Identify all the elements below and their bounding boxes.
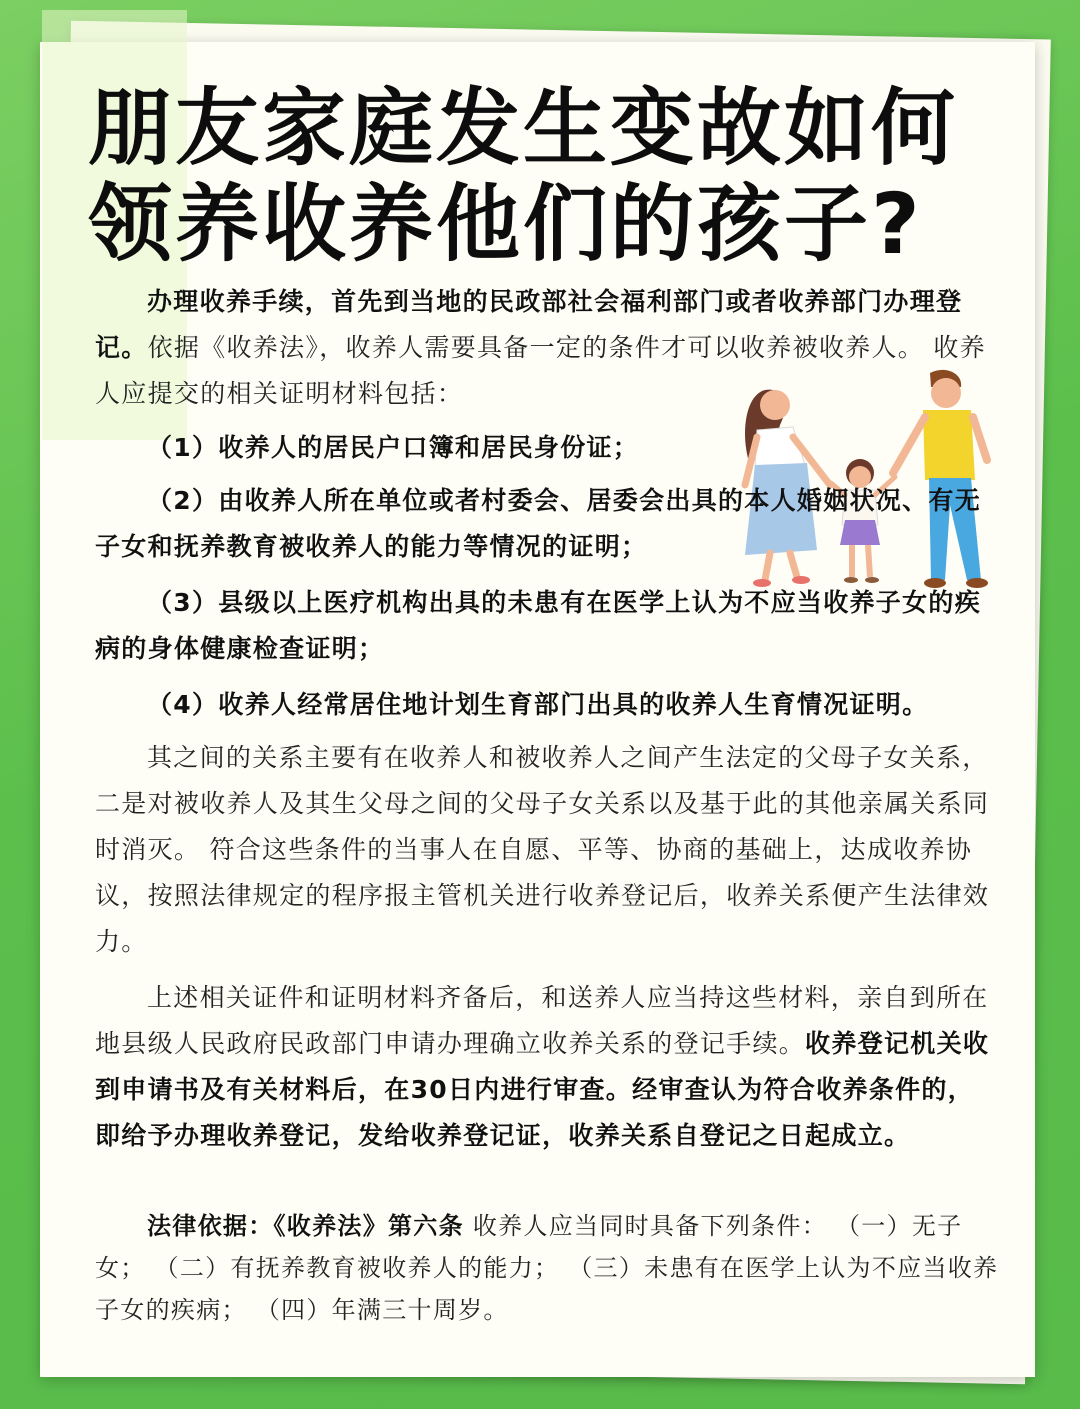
list-item: （2）由收养人所在单位或者村委会、居委会出具的本人婚姻状况、有无子女和抚养教育被收养人的能力等情况的证明； [95, 486, 981, 561]
title-line-1: 朋友家庭发生变故如何 [88, 79, 959, 177]
legal-basis-paragraph [95, 1205, 1000, 1331]
list-item: （3）县级以上医疗机构出具的未患有在医学上认为不应当收养子女的疾病的身体健康检查证明； [95, 588, 981, 663]
legal-basis-normal-text: 收养人应当同时具备下列条件： （一）无子女； （二）有抚养教育被收养人的能力； （三）未患有在医学上认为不应当收养子女的疾病； （四）年满三十周岁。 [95, 1212, 999, 1324]
procedure-paragraph [95, 975, 1000, 1159]
intro-normal-text: 依据《收养法》，收养人需要具备一定的条件才可以收养被收养人。 收养人应提交的相关证明材料包括： [95, 333, 986, 408]
intro-bold-text: 办理收养手续，首先到当地的民政部社会福利部门或者收养部门办理登记。 [95, 287, 963, 362]
procedure-bold-text: 收养登记机关收到申请书及有关材料后，在30日内进行审查。经审查认为符合收养条件的，即给予办理收养登记，发给收养登记证，收养关系自登记之日起成立。 [95, 1029, 990, 1150]
relationship-paragraph: 其之间的关系主要有在收养人和被收养人之间产生法定的父母子女关系，二是对被收养人及其生父母之间的父母子女关系以及基于此的其他亲属关系同时消灭。 符合这些条件的当事人在自愿、平等、协商的基础上，达成收养协议，按照法律规定的程序报主管机关进行收养登记后，收养关系便产生法律效力。 [95, 743, 990, 956]
intro-paragraph [95, 279, 1000, 417]
legal-basis-bold-text: 法律依据：《收养法》第六条 [147, 1212, 464, 1240]
page-title [88, 80, 958, 272]
title-line-2: 领养收养他们的孩子? [88, 175, 923, 273]
list-item: （4）收养人经常居住地计划生育部门出具的收养人生育情况证明。 [147, 690, 929, 719]
procedure-normal-text: 上述相关证件和证明材料齐备后，和送养人应当持这些材料，亲自到所在地县级人民政府民政部门申请办理确立收养关系的登记手续。 [95, 983, 989, 1058]
list-item: （1）收养人的居民户口簿和居民身份证； [147, 433, 640, 462]
